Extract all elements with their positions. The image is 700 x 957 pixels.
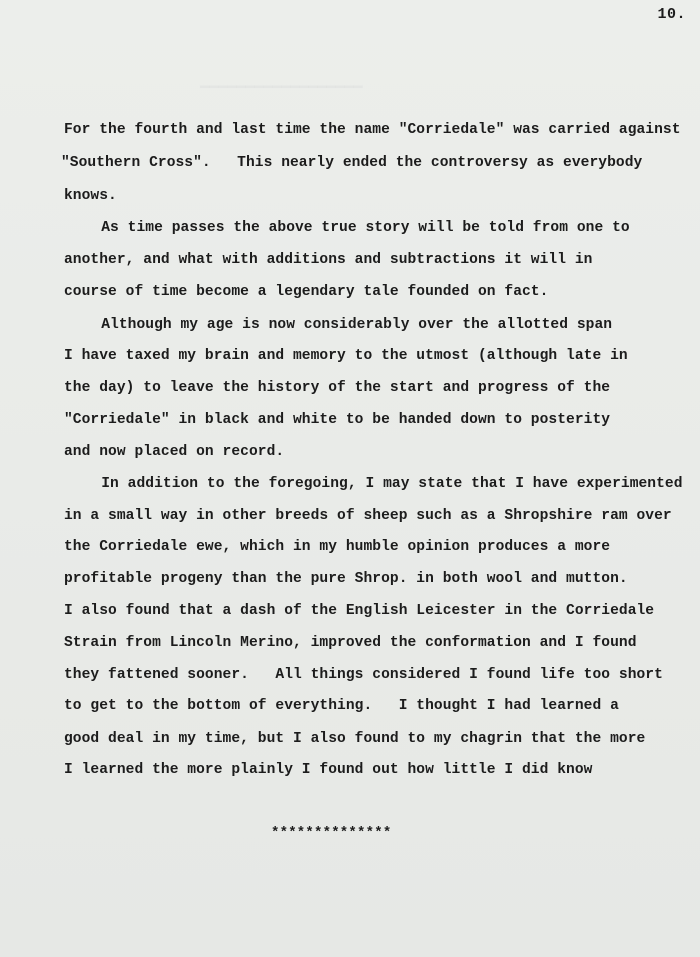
- text-line: "Corriedale" in black and white to be handed down to posterity: [64, 412, 611, 428]
- text-line: "Southern Cross". This nearly ended the controversy as everybody: [61, 155, 643, 171]
- text-line: As time passes the above true story will be told from one to: [66, 220, 630, 236]
- text-line: I learned the more plainly I found out how little I did know: [64, 762, 593, 778]
- text-line: course of time become a legendary tale founded on fact.: [64, 284, 549, 300]
- text-line: In addition to the foregoing, I may state that I have experimented: [66, 476, 683, 492]
- page-number: 10.: [657, 6, 686, 23]
- text-line: to get to the bottom of everything. I thought I had learned a: [64, 698, 619, 714]
- text-line: I have taxed my brain and memory to the utmost (although late in: [64, 348, 628, 364]
- text-line: knows.: [64, 188, 117, 204]
- text-line: in a small way in other breeds of sheep such as a Shropshire ram over: [64, 508, 672, 524]
- text-line: the day) to leave the history of the start and progress of the: [64, 380, 611, 396]
- show-through-text: ━━━━━━━━━━━━━━━━━━: [200, 80, 363, 97]
- text-line: For the fourth and last time the name "Corriedale" was carried against: [64, 122, 681, 138]
- text-line: I also found that a dash of the English Leicester in the Corriedale: [64, 603, 655, 619]
- text-line: good deal in my time, but I also found to my chagrin that the more: [64, 731, 646, 747]
- section-divider: **************: [271, 825, 392, 841]
- text-line: Strain from Lincoln Merino, improved the conformation and I found: [64, 635, 637, 651]
- text-line: another, and what with additions and subtractions it will in: [64, 252, 593, 268]
- text-line: the Corriedale ewe, which in my humble opinion produces a more: [64, 539, 611, 555]
- text-line: they fattened sooner. All things considered I found life too short: [64, 667, 663, 683]
- text-line: and now placed on record.: [64, 444, 285, 460]
- text-line: profitable progeny than the pure Shrop. in both wool and mutton.: [64, 571, 628, 587]
- text-line: Although my age is now considerably over the allotted span: [66, 317, 613, 333]
